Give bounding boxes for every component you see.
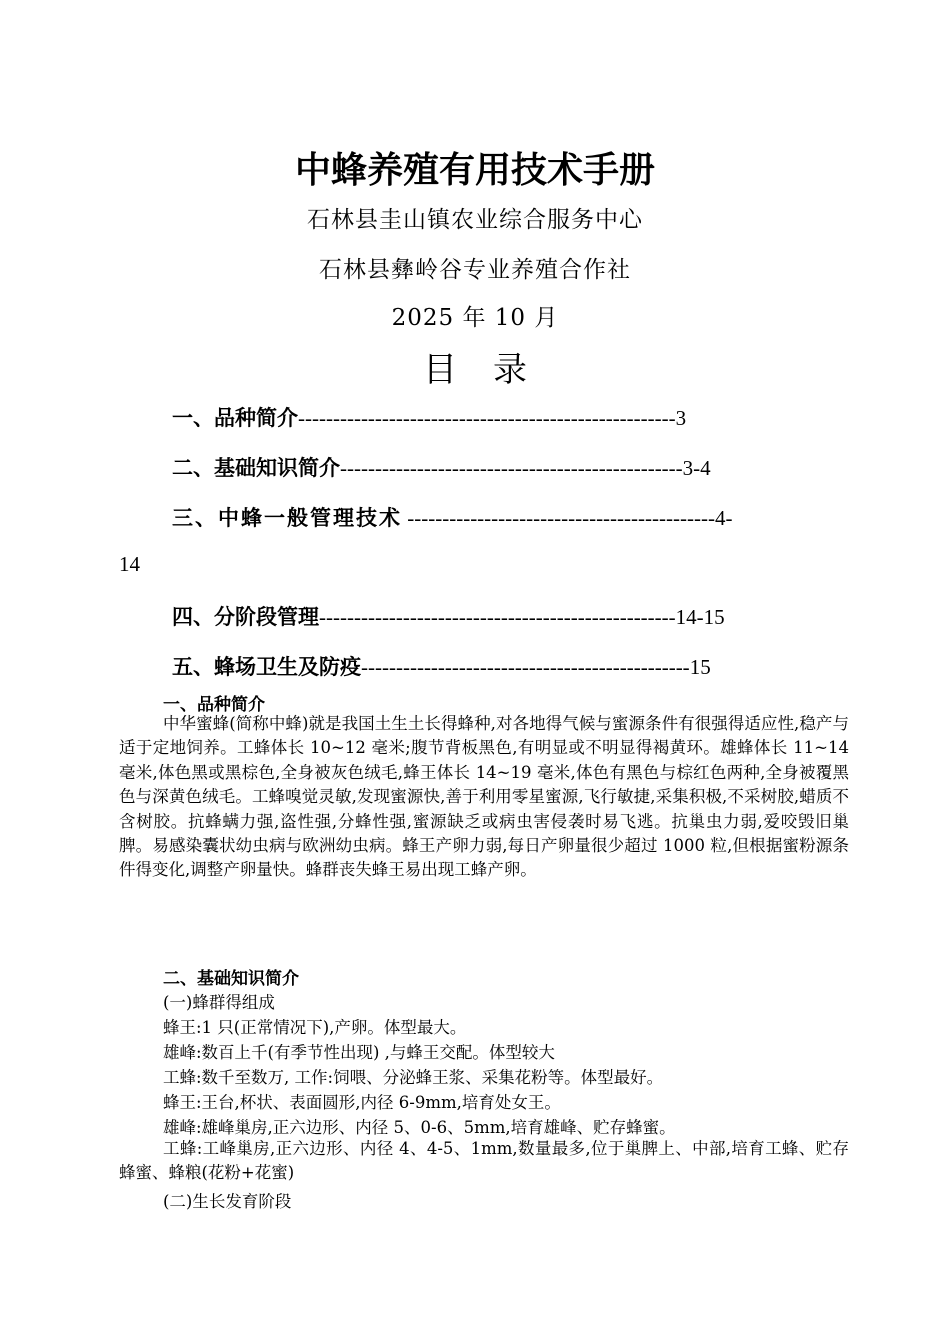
- subsection-development-stages: (二)生长发育阶段: [163, 1192, 292, 1211]
- toc-page-number-continued: 14: [119, 552, 140, 576]
- toc-page-number: 4-: [714, 506, 733, 530]
- toc-entry-2[interactable]: [172, 452, 711, 482]
- toc-entry-label: 四、分阶段管理: [172, 604, 319, 629]
- document-title: 中蜂养殖有用技术手册: [294, 149, 655, 191]
- subsection-colony-composition: (一)蜂群得组成: [163, 993, 275, 1012]
- toc-leader-dots: ------------------------------------------------------: [298, 406, 676, 430]
- varieties-paragraph: [119, 712, 849, 883]
- toc-heading: 目录: [423, 350, 563, 390]
- toc-page-number: 3-4: [682, 456, 711, 480]
- organization-1: 石林县圭山镇农业综合服务中心: [307, 207, 643, 233]
- basics-line-drone: 雄峰:数百上千(有季节性出现) ,与蜂王交配。体型较大: [163, 1043, 555, 1062]
- basics-line-worker: 工蜂:数千至数万, 工作:饲喂、分泌蜂王浆、采集花粉等。体型最好。: [163, 1068, 664, 1087]
- toc-leader-dots: --------------------------------------------: [402, 506, 715, 530]
- toc-entry-label: 五、蜂场卫生及防疫: [172, 654, 361, 679]
- section-heading-varieties: 一、品种简介: [163, 695, 265, 715]
- organization-2: 石林县彝岭谷专业养殖合作社: [319, 257, 631, 283]
- toc-page-number: 14-15: [675, 605, 725, 629]
- toc-page-number: 15: [689, 655, 711, 679]
- toc-entry-label: 二、基础知识简介: [172, 455, 340, 480]
- toc-page-number: 3: [675, 406, 687, 430]
- publication-date: 2025 年 10 月: [391, 305, 559, 331]
- toc-entry-label: 三、中蜂一般管理技术: [172, 505, 402, 530]
- toc-leader-dots: -------------------------------------------------: [340, 456, 683, 480]
- basics-line-drone-cell: 雄峰:雄峰巢房,正六边形、内径 5、0-6、5mm,培育雄峰、贮存蜂蜜。: [163, 1118, 676, 1137]
- varieties-text: 中华蜜蜂(简称中蜂)就是我国土生土长得蜂种,对各地得气候与蜜源条件有很强得适应性,稳产与适于定地饲养。工蜂体长 10~12 毫米;腹节背板黑色,有明显或不明显得褐黄环。雄蜂体长 11~14 毫米,体色黑或黑棕色,全身被灰色绒毛,蜂王体长 14~19 毫米,体色有黑色与棕红色两种,全身被覆黑色与深黄色绒毛。工蜂嗅觉灵敏,发现蜜源快,善于利用零星蜜源,飞行敏捷,采集积极,不采树胶,蜡质不含树胶。抗蜂螨力强,盗性强,分蜂性强,蜜源缺乏或病虫害侵袭时易飞逃。抗巢虫力弱,爱咬毁旧巢脾。易感染囊状幼虫病与欧洲幼虫病。蜂王产卵力弱,每日产卵量很少超过 1000 粒,但根据蜜粉源条件得变化,调整产卵量快。蜂群丧失蜂王易出现工蜂产卵。: [119, 714, 849, 880]
- worker-cell-text: 工蜂:工峰巢房,正六边形、内径 4、4-5、1mm,数量最多,位于巢脾上、中部,培育工蜂、贮存蜂蜜、蜂粮(花粉+花蜜): [119, 1139, 849, 1183]
- worker-cell-paragraph: [119, 1137, 849, 1186]
- toc-entry-5[interactable]: [172, 651, 711, 681]
- basics-line-queen: 蜂王:1 只(正常情况下),产卵。体型最大。: [163, 1018, 467, 1037]
- toc-entry-3[interactable]: [172, 502, 732, 532]
- toc-entry-4[interactable]: [172, 601, 725, 631]
- toc-leader-dots: ---------------------------------------------------: [319, 605, 676, 629]
- toc-entry-1[interactable]: [172, 402, 686, 432]
- toc-entry-label: 一、品种简介: [172, 405, 298, 430]
- toc-leader-dots: -----------------------------------------------: [361, 655, 690, 679]
- basics-line-queen-cell: 蜂王:王台,杯状、表面圆形,内径 6-9mm,培育处女王。: [163, 1093, 561, 1112]
- section-heading-basics: 二、基础知识简介: [163, 969, 299, 989]
